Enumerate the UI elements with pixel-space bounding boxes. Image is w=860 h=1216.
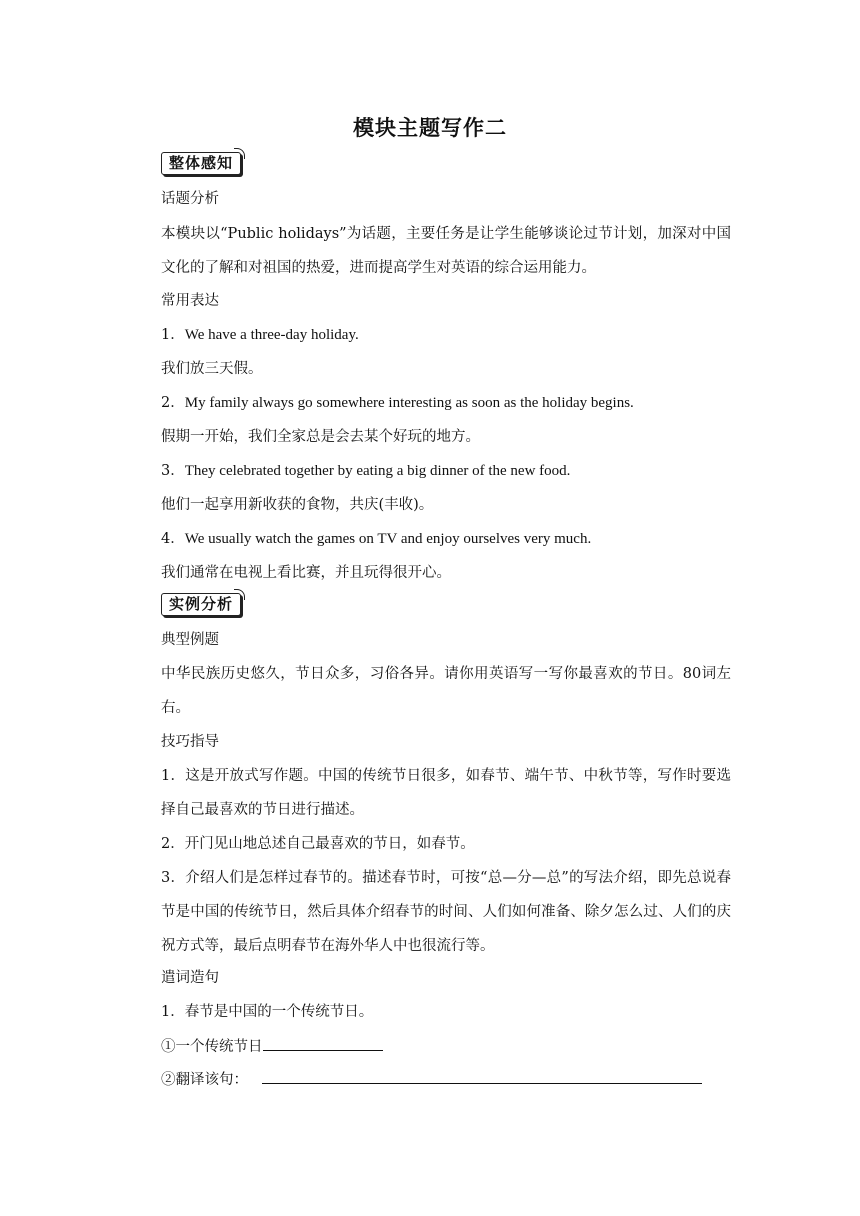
answer-blank-2[interactable] xyxy=(262,1069,702,1084)
example-paragraph-text: 中华民族历史悠久，节日众多，习俗各异。请你用英语写一写你最喜欢的节日。80词左右。 xyxy=(161,666,731,716)
expression-1-zh: 我们放三天假。 xyxy=(161,361,263,377)
page-title: 模块主题写作二 xyxy=(353,116,507,140)
expression-number: 2． xyxy=(161,395,185,411)
example-heading: 典型例题 xyxy=(161,632,219,648)
expression-number: 1． xyxy=(161,327,185,343)
section-tag-overview xyxy=(161,152,243,176)
topic-paragraph xyxy=(161,217,731,285)
tips-heading: 技巧指导 xyxy=(161,734,219,750)
wording-heading: 遣词造句 xyxy=(161,970,219,986)
example-paragraph xyxy=(161,657,731,725)
expression-3-en xyxy=(161,461,570,481)
section-tag-examples xyxy=(161,593,243,617)
expression-4-zh: 我们通常在电视上看比赛，并且玩得很开心。 xyxy=(161,565,451,581)
wording-item-1: 1．春节是中国的一个传统节日。 xyxy=(161,1004,374,1020)
expression-text: They celebrated together by eating a big dinner of the new food. xyxy=(184,463,571,479)
tip-2: 2．开门见山地总述自己最喜欢的节日，如春节。 xyxy=(161,836,475,852)
expression-2-zh: 假期一开始，我们全家总是会去某个好玩的地方。 xyxy=(161,429,480,445)
expressions-heading: 常用表达 xyxy=(161,293,219,309)
section-tag-label: 整体感知 xyxy=(168,154,233,172)
section-tag-label: 实例分析 xyxy=(168,595,233,613)
expression-number: 4． xyxy=(161,531,185,547)
expression-number: 3． xyxy=(161,463,185,479)
expression-1-en xyxy=(161,325,359,345)
expression-text: My family always go somewhere interesting as soon as the holiday begins. xyxy=(184,395,634,411)
topic-heading: 话题分析 xyxy=(161,191,219,207)
wording-sub-2-label: ②翻译该句： xyxy=(161,1072,248,1088)
expression-text: We usually watch the games on TV and enjoy ourselves very much. xyxy=(184,531,592,547)
wording-sub-1 xyxy=(161,1036,383,1057)
tip-3: 3．介绍人们是怎样过春节的。描述春节时，可按“总—分—总”的写法介绍，即先总说春节是中国的传统节日，然后具体介绍春节的时间、人们如何准备、除夕怎么过、人们的庆祝方式等，最后点明春节在海外华人中也很流行等。 xyxy=(161,870,731,954)
wording-sub-2 xyxy=(161,1069,702,1090)
answer-blank-1[interactable] xyxy=(263,1036,383,1051)
topic-paragraph-text: 本模块以“Public holidays”为话题，主要任务是让学生能够谈论过节计划，加深对中国文化的了解和对祖国的热爱，进而提高学生对英语的综合运用能力。 xyxy=(161,226,731,276)
expression-text: We have a three-day holiday. xyxy=(184,327,359,343)
expression-2-en xyxy=(161,393,634,413)
expression-3-zh: 他们一起享用新收获的食物，共庆(丰收)。 xyxy=(161,497,434,513)
wording-sub-1-label: ①一个传统节日 xyxy=(161,1039,263,1055)
expression-4-en xyxy=(161,529,591,549)
tip-1: 1．这是开放式写作题。中国的传统节日很多，如春节、端午节、中秋节等，写作时要选择自己最喜欢的节日进行描述。 xyxy=(161,768,731,818)
